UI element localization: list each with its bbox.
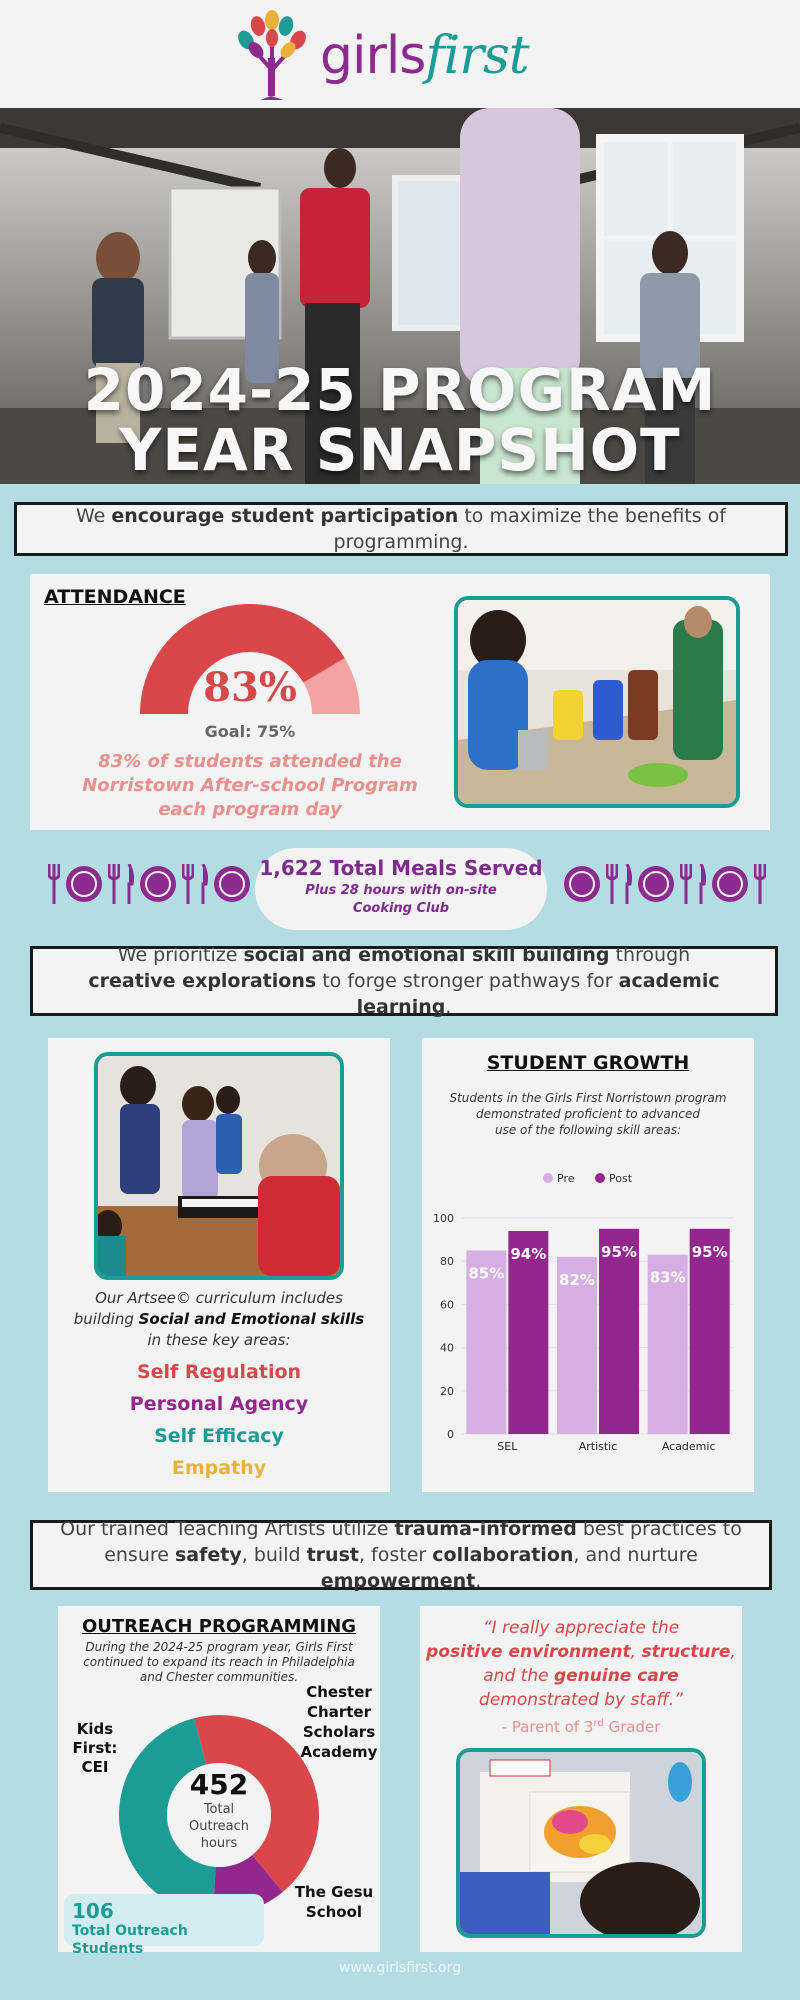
chart-subtitle-line1: Students in the Girls First Norristown program	[449, 1091, 727, 1105]
students-label: Total Outreach Students	[72, 1923, 188, 1957]
label-gesu	[288, 1882, 380, 1922]
banner3-b2: safety	[174, 1544, 242, 1566]
child-painting-photo	[460, 1752, 702, 1934]
art-class-photo	[454, 596, 740, 808]
fork-icon	[182, 864, 194, 904]
attrib-sup: rd	[593, 1718, 604, 1729]
y-tick-label: 20	[440, 1384, 454, 1398]
label-chester-line1: Chester	[306, 1683, 372, 1701]
outreach-heading: OUTREACH PROGRAMMING	[81, 1616, 357, 1637]
banner1-pre: We	[75, 505, 112, 527]
banner3-t1: Our trained Teaching Artists utilize	[60, 1518, 395, 1540]
donut-label-line1: Total	[203, 1802, 235, 1817]
outreach-card	[58, 1606, 380, 1957]
quote-line2	[420, 1640, 742, 1664]
label-chester-line3: Scholars	[302, 1723, 376, 1741]
banner1-post: to maximize the benefits of programming.	[333, 505, 727, 553]
hero-title-line2: YEAR SNAPSHOT	[119, 416, 681, 484]
skill-self-regulation: Self Regulation	[136, 1361, 302, 1383]
logo-girls-text: girls	[320, 26, 426, 86]
student-growth-card	[422, 1038, 754, 1492]
banner3-t7: .	[475, 1570, 482, 1592]
banner2-b2: creative explorations	[88, 970, 317, 992]
skill-empathy: Empathy	[171, 1457, 267, 1479]
students-count: 106	[72, 1899, 114, 1923]
piano-photo	[94, 1052, 344, 1280]
data-label-post-academic: 95%	[691, 1242, 728, 1261]
quote-line3-text: and the	[483, 1666, 554, 1686]
banner3-line2	[47, 1542, 755, 1594]
label-gesu-line1: The Gesu	[294, 1883, 374, 1901]
data-label-pre-artistic: 82%	[559, 1270, 595, 1289]
attendance-card	[30, 574, 770, 830]
banner1-bold: encourage student participation	[111, 505, 459, 527]
attendance-heading: ATTENDANCE	[44, 586, 186, 608]
banner2-t4: .	[445, 996, 452, 1018]
attendance-caption-line3: each program day	[158, 799, 342, 820]
donut-label-line3: hours	[200, 1836, 238, 1851]
knife-icon	[696, 864, 706, 904]
banner2-b3: academic learning	[356, 970, 720, 1018]
skill-self-efficacy: Self Efficacy	[154, 1425, 284, 1447]
donut-center	[169, 1768, 269, 1852]
plate-icon	[562, 864, 602, 904]
artsee-line2-pre: building	[73, 1310, 139, 1328]
knife-icon	[622, 864, 632, 904]
attendance-caption	[50, 750, 450, 822]
y-tick-label: 40	[440, 1341, 454, 1355]
banner2-line2	[47, 968, 761, 1020]
plate-icon	[64, 864, 104, 904]
data-label-pre-sel: 85%	[468, 1264, 505, 1283]
quote-line4: demonstrated by staff.”	[479, 1690, 683, 1710]
trauma-informed-banner	[30, 1520, 772, 1590]
meals-title: 1,622 Total Meals Served	[259, 856, 543, 880]
participation-banner	[14, 502, 788, 556]
banner3-b5: empowerment	[320, 1570, 476, 1592]
banner2-t3: to forge stronger pathways for	[316, 970, 619, 992]
banner3-line1	[60, 1516, 742, 1542]
banner3-t5: , foster	[358, 1544, 433, 1566]
fork-icon	[754, 864, 766, 904]
meals-sub-line1: Plus 28 hours with on-site	[305, 883, 497, 898]
banner3-t2: best practices to	[576, 1518, 742, 1540]
attrib-post: Grader	[603, 1718, 661, 1736]
legend-swatch-pre	[543, 1173, 553, 1183]
banner1-text	[31, 503, 771, 555]
x-tick-label: Artistic	[578, 1440, 618, 1453]
y-tick-label: 60	[440, 1298, 454, 1312]
banner3-b1: trauma-informed	[394, 1518, 577, 1540]
logo-first-text: first	[425, 26, 529, 86]
artsee-description	[58, 1288, 380, 1351]
chart-subtitle-line3: use of the following skill areas:	[494, 1123, 682, 1137]
label-chester-line4: Academy	[300, 1743, 378, 1761]
banner3-b4: collaboration	[432, 1544, 574, 1566]
footer-url[interactable]: www.girlsfirst.org	[338, 1960, 461, 1976]
banner3-b3: trust	[306, 1544, 359, 1566]
sel-banner	[30, 946, 778, 1016]
banner2-t1: We prioritize	[117, 944, 244, 966]
quote-line2-sep: ,	[630, 1642, 642, 1662]
meals-pill	[255, 848, 547, 930]
outreach-intro-line3: and Chester communities.	[139, 1670, 299, 1684]
utensils-left	[48, 864, 252, 904]
outreach-intro	[64, 1640, 374, 1685]
label-chester	[298, 1682, 380, 1762]
x-tick-label: Academic	[661, 1440, 716, 1453]
attrib-pre: - Parent of 3	[501, 1718, 594, 1736]
hero-photo	[0, 108, 800, 484]
artsee-line2-bold: Social and Emotional skills	[138, 1310, 365, 1328]
label-kids-line2: CEI	[81, 1758, 109, 1776]
header	[0, 0, 800, 108]
label-kids-line1: Kids First:	[72, 1720, 118, 1757]
fork-icon	[680, 864, 692, 904]
artsee-line2	[58, 1309, 380, 1330]
chart-legend	[543, 1172, 633, 1185]
label-kids-first	[58, 1720, 132, 1777]
skills-list	[48, 1356, 390, 1484]
painting-photo	[456, 1748, 706, 1938]
y-tick-label: 80	[440, 1255, 454, 1269]
donut-total: 452	[189, 1768, 249, 1801]
quote-bold-care: genuine care	[553, 1666, 679, 1686]
quote-line2-end: ,	[730, 1642, 736, 1662]
donut-label-line2: Outreach	[189, 1819, 249, 1834]
knife-icon	[124, 864, 134, 904]
attendance-caption-line2: Norristown After-school Program	[82, 775, 418, 796]
y-tick-label: 0	[447, 1428, 454, 1441]
fork-icon	[108, 864, 120, 904]
outreach-students-badge	[64, 1894, 264, 1957]
knife-icon	[198, 864, 208, 904]
legend-label-pre: Pre	[557, 1172, 575, 1185]
piano-lesson-photo	[98, 1056, 340, 1276]
logo[interactable]	[232, 10, 529, 102]
quote-line1: “I really appreciate the	[482, 1618, 680, 1638]
artsee-line1: Our Artsee© curriculum includes	[95, 1289, 343, 1307]
banner2-t2: through	[609, 944, 691, 966]
banner2-line1	[118, 942, 690, 968]
plate-icon	[710, 864, 750, 904]
chart-subtitle	[432, 1090, 744, 1138]
banner3-t3: ensure	[104, 1544, 175, 1566]
outreach-intro-line1: During the 2024-25 program year, Girls First	[85, 1640, 353, 1654]
fork-icon	[48, 864, 60, 904]
legend-label-post: Post	[609, 1172, 633, 1185]
attendance-value: 83%	[203, 664, 297, 711]
quote-bold-environment: positive environment	[426, 1642, 631, 1662]
banner2-b1: social and emotional skill building	[243, 944, 610, 966]
tree-logo-icon	[232, 10, 312, 102]
banner3-t6: , and nurture	[573, 1544, 698, 1566]
utensils-right	[562, 864, 766, 904]
attendance-caption-line1: 83% of students attended the	[98, 751, 402, 772]
hero-title	[0, 356, 800, 484]
hero-title-line1: 2024-25 PROGRAM	[83, 356, 717, 424]
quote-line3	[420, 1664, 742, 1688]
plate-icon	[212, 864, 252, 904]
fork-icon	[606, 864, 618, 904]
data-label-post-artistic: 95%	[601, 1242, 637, 1261]
parent-quote	[420, 1616, 742, 1712]
label-chester-line2: Charter	[307, 1703, 371, 1721]
art-table-photo	[458, 600, 736, 804]
legend-swatch-post	[595, 1173, 605, 1183]
banner3-t4: , build	[241, 1544, 307, 1566]
data-label-post-sel: 94%	[510, 1244, 547, 1263]
chart-title: STUDENT GROWTH	[486, 1052, 690, 1074]
y-tick-label: 100	[433, 1212, 454, 1225]
logo-wordmark	[320, 26, 529, 86]
quote-bold-structure: structure	[641, 1642, 731, 1662]
outreach-intro-line2: continued to expand its reach in Philadelphia	[83, 1655, 355, 1669]
meals-sub-line2: Cooking Club	[352, 901, 450, 916]
quote-card	[420, 1606, 742, 1952]
quote-attribution	[420, 1718, 742, 1736]
data-label-pre-academic: 83%	[649, 1268, 686, 1287]
skill-personal-agency: Personal Agency	[129, 1393, 309, 1415]
student-growth-chart	[422, 1148, 754, 1468]
plate-icon	[636, 864, 676, 904]
chart-subtitle-line2: demonstrated proficient to advanced	[476, 1107, 700, 1121]
plate-icon	[138, 864, 178, 904]
attendance-goal: Goal: 75%	[204, 722, 296, 741]
label-gesu-line2: School	[305, 1903, 363, 1921]
artsee-line3: in these key areas:	[147, 1331, 291, 1349]
x-tick-label: SEL	[497, 1440, 518, 1453]
artsee-card	[48, 1038, 390, 1492]
